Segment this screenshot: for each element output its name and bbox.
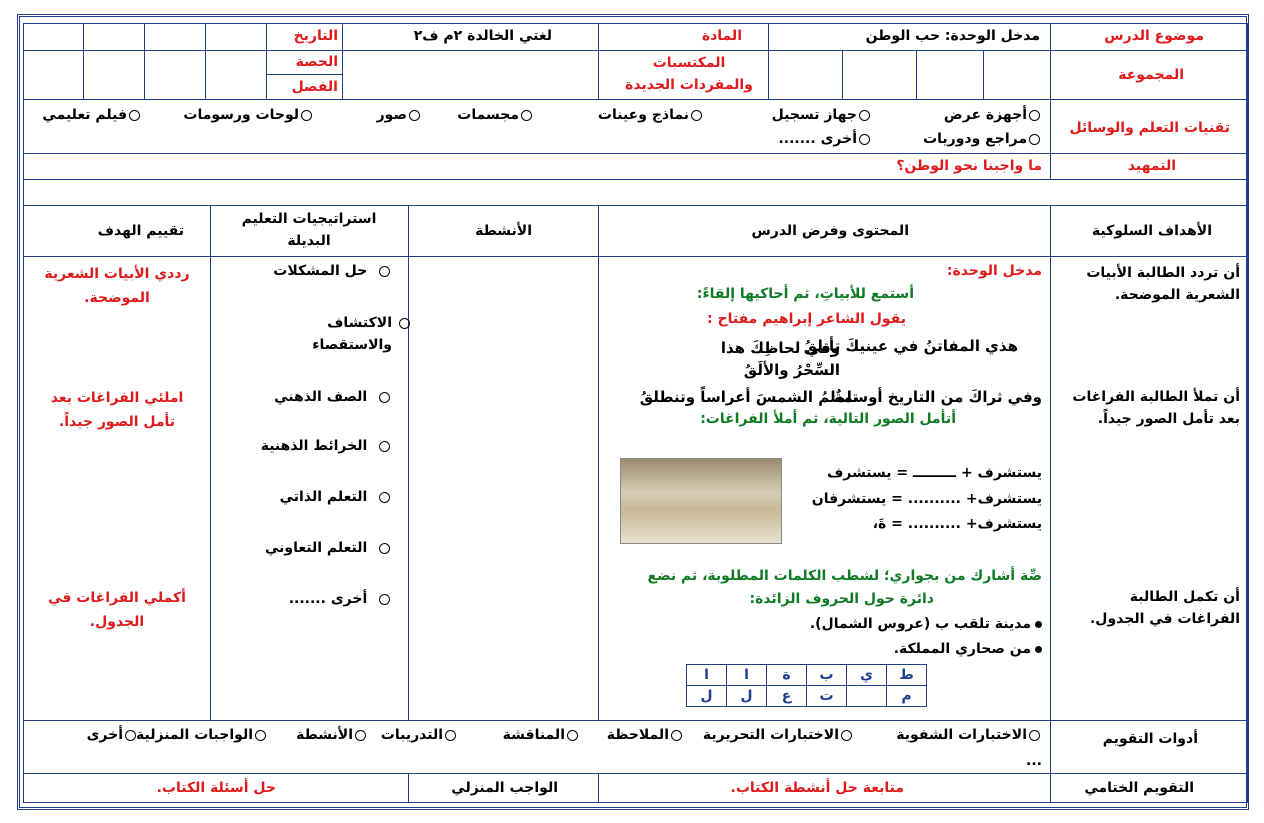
group-slot — [768, 50, 843, 100]
date-slot — [23, 23, 84, 51]
assessment-exercises[interactable]: التدريبات — [381, 726, 458, 744]
assessment-homework[interactable]: الواجبات المنزلية — [136, 726, 268, 744]
objective-1: أن تردد الطالبة الأبيات الشعرية الموضحة. — [1086, 265, 1240, 303]
assessment-discussion[interactable]: المناقشة — [503, 726, 580, 744]
content-images-task: أتأمل الصور التالية، ثم أملأ الفراغات: — [700, 411, 956, 427]
homework-label: الواجب المنزلي — [451, 780, 558, 796]
final-followup: متابعة حل أنشطة الكتاب. — [730, 780, 904, 796]
content-poet: يقول الشاعر إبراهيم مفتاح : — [707, 311, 906, 327]
verse-1a: هذي المفاتنُ في عينيكَ تأتلقُ — [803, 337, 1018, 355]
content-neighbor-1: صِّة أشارك من بجواري؛ لشطب الكلمات المطلوبة، ثم نضع — [647, 568, 1042, 584]
assessment-activities[interactable]: الأنشطة — [296, 726, 368, 744]
vocab-label: المكتسبات والمفردات الجديدة — [625, 55, 753, 93]
tech-option-models[interactable]: نماذج وعينات — [598, 106, 704, 124]
subject-label: المادة — [701, 28, 742, 44]
group-slot — [916, 50, 984, 100]
content-bullet-1: مدينة تلقب ب (عروس الشمال). — [810, 615, 1042, 633]
letter-cell[interactable]: ب — [807, 665, 847, 686]
strategy-4[interactable]: الخرائط الذهنية — [261, 437, 392, 455]
objective-3: أن تكمل الطالبة الفراغات في الجدول. — [1089, 589, 1240, 627]
objective-2: أن تملأ الطالبة الفراغات بعد تأمل الصور جيداً. — [1072, 389, 1240, 427]
group-label: المجموعة — [1118, 67, 1184, 83]
class-label: الفصل — [291, 79, 338, 95]
tech-label: تقنيات التعلم والوسائل — [1069, 120, 1230, 136]
group-slot — [842, 50, 917, 100]
final-label: التقويم الختامي — [1084, 780, 1194, 796]
strategy-7[interactable]: أخرى ....... — [289, 590, 392, 608]
period-slot — [144, 50, 206, 100]
date-label: التاريخ — [293, 28, 338, 44]
activities-header: الأنشطة — [475, 223, 532, 239]
evaluation-1: رددي الأبيات الشعرية الموضحة. — [44, 266, 190, 306]
subject-value: لغتي الخالدة ٢م ف٢ — [413, 28, 552, 44]
letter-cell[interactable]: م — [887, 686, 927, 707]
content-header: المحتوى وفرض الدرس — [751, 223, 909, 239]
letter-cell[interactable]: ي — [847, 665, 887, 686]
tech-option-pictures[interactable]: صور — [377, 106, 422, 124]
landscape-photo — [620, 458, 782, 544]
equation-1: يستشرف + ـــــــــ = يستشرف — [827, 465, 1042, 481]
letter-cell[interactable]: ت — [807, 686, 847, 707]
date-slot — [83, 23, 145, 51]
intro-question: ما واجبنا نحو الوطن؟ — [896, 158, 1042, 174]
tech-option-projector[interactable]: أجهزة عرض — [944, 106, 1042, 124]
verse-1b: وفي لحاظِكَ هذا السِّحْرُ والألَقُ — [720, 339, 840, 379]
group-slot — [983, 50, 1051, 100]
date-slot — [205, 23, 267, 51]
assessment-other[interactable]: أخرى — [87, 726, 138, 744]
evaluation-header: تقييم الهدف — [97, 223, 184, 239]
assessment-oral[interactable]: الاختبارات الشفوية — [896, 726, 1042, 744]
period-label: الحصة — [295, 54, 338, 70]
equation-2: يستشرف+ .......... = يستشرفان — [811, 491, 1042, 507]
tech-option-references[interactable]: مراجع ودوريات — [923, 130, 1042, 148]
strategy-3[interactable]: الصف الذهني — [274, 388, 392, 406]
content-neighbor-2: دائرة حول الحروف الزائدة: — [749, 591, 934, 607]
letter-cell[interactable]: ع — [767, 686, 807, 707]
homework-text: حل أسئلة الكتاب. — [156, 780, 276, 796]
content-bullet-2: من صحاري المملكة. — [894, 640, 1042, 658]
empty-row — [23, 179, 1248, 206]
subject-label-cell — [598, 23, 769, 51]
content-listen: أستمع للأبياتِ، ثم أحاكيها إلقاءً: — [696, 286, 914, 302]
strategy-5[interactable]: التعلم الذاتي — [280, 488, 392, 506]
tech-option-solids[interactable]: مجسمات — [457, 106, 534, 124]
activities-body — [408, 256, 599, 721]
letter-cell[interactable]: ط — [887, 665, 927, 686]
period-slot — [83, 50, 145, 100]
strategy-2[interactable]: الاكتشاف والاستقصاء — [282, 312, 392, 356]
letter-cell[interactable] — [847, 686, 887, 707]
letter-cell[interactable]: ا — [687, 665, 727, 686]
assessment-ellipsis: ... — [1026, 753, 1042, 769]
verse-2a: وفي ثراكَ من التاريخ أوسمةٌ — [834, 388, 1042, 406]
tech-option-film[interactable]: فيلم تعليمي — [42, 106, 142, 124]
tech-option-other[interactable]: أخرى ....... — [778, 130, 872, 148]
tech-option-boards[interactable]: لوحات ورسومات — [183, 106, 314, 124]
evaluation-body — [23, 256, 211, 721]
content-unit-intro: مدخل الوحدة: — [946, 263, 1042, 279]
strategy-1[interactable]: حل المشكلات — [273, 262, 392, 280]
tech-options-cell — [23, 99, 1051, 154]
period-slot — [23, 50, 84, 100]
letter-cell[interactable]: ة — [767, 665, 807, 686]
letter-cell[interactable]: ا — [727, 665, 767, 686]
unit-intro-text: مدخل الوحدة: حب الوطن — [865, 28, 1040, 44]
evaluation-2: املئي الفراغات بعد تأمل الصور جيداً. — [50, 390, 184, 430]
assessment-label: أدوات التقويم — [1102, 731, 1198, 747]
date-slot — [144, 23, 206, 51]
objectives-header: الأهداف السلوكية — [1091, 223, 1212, 239]
lesson-topic-label: موضوع الدرس — [1104, 28, 1204, 44]
strategy-6[interactable]: التعلم التعاوني — [265, 539, 392, 557]
intro-label: التمهيد — [1127, 158, 1176, 174]
objectives-body — [1050, 256, 1248, 721]
tech-option-recorder[interactable]: جهاز تسجيل — [772, 106, 872, 124]
verse-2b: تلملمُ الشمسَ أعراساً وتنطلقُ — [639, 388, 858, 406]
assessment-observation[interactable]: الملاحظة — [607, 726, 684, 744]
letters-table — [686, 664, 927, 707]
assessment-written[interactable]: الاختبارات التحريرية — [703, 726, 854, 744]
letter-cell[interactable]: ل — [687, 686, 727, 707]
period-slot — [205, 50, 267, 100]
vocab-value-cell — [342, 50, 599, 100]
letter-cell[interactable]: ل — [727, 686, 767, 707]
strategies-header: استراتيجيات التعليم البديلة — [241, 211, 377, 249]
evaluation-3: أكملي الفراغات في الجدول. — [48, 590, 186, 630]
equation-3: يستشرف+ .......... = ةَ، — [872, 516, 1042, 532]
